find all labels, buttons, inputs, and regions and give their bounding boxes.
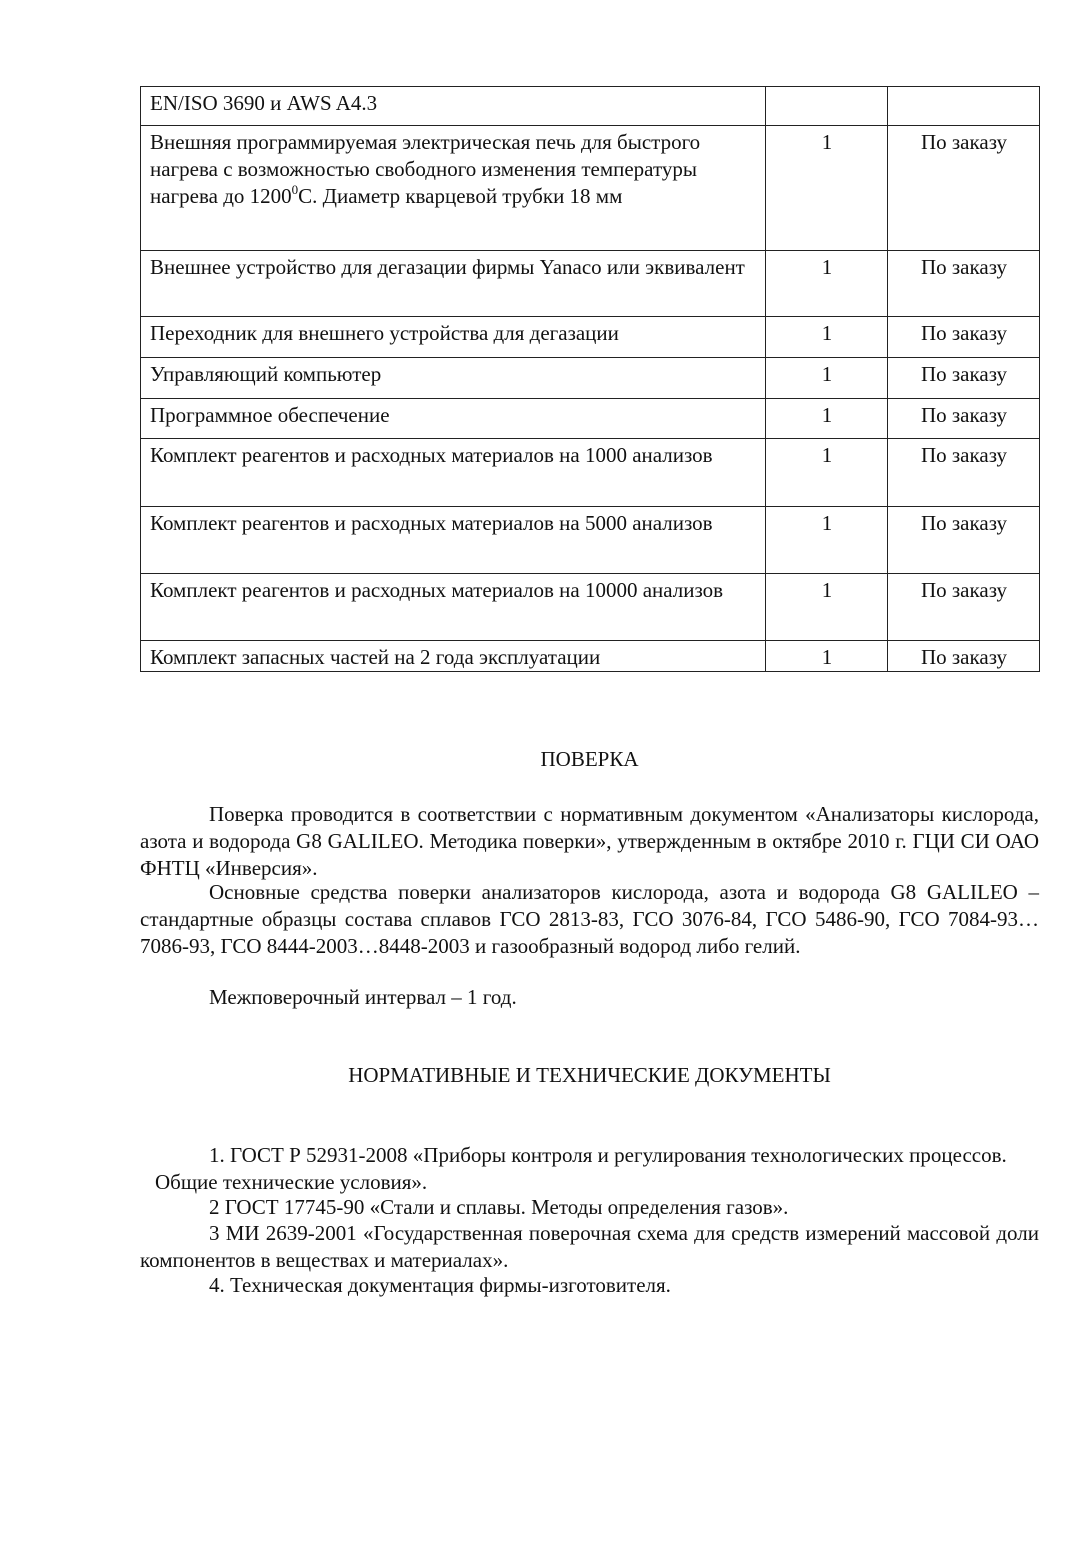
item-status: По заказу (888, 358, 1040, 399)
item-status: По заказу (888, 317, 1040, 358)
documents-heading: НОРМАТИВНЫЕ И ТЕХНИЧЕСКИЕ ДОКУМЕНТЫ (348, 1063, 831, 1087)
item-name: Переходник для внешнего устройства для дегазации (141, 317, 766, 358)
table-row (141, 439, 1040, 507)
table-row (141, 87, 1040, 126)
item-name: Комплект реагентов и расходных материалов на 10000 анализов (141, 574, 766, 641)
table-row (141, 126, 1040, 251)
table-row (141, 399, 1040, 439)
item-name-superscript: 0 (291, 182, 299, 197)
document-item: 1. ГОСТ Р 52931-2008 «Приборы контроля и регулирования технологических процессов. Общие технические условия». (155, 1143, 1007, 1194)
item-name-text: С. Диаметр кварцевой трубки 18 мм (298, 184, 623, 208)
document-item: 4. Техническая документация фирмы-изготовителя. (209, 1273, 671, 1297)
document-item: 2 ГОСТ 17745-90 «Стали и сплавы. Методы определения газов». (209, 1195, 789, 1219)
item-name: Комплект реагентов и расходных материалов на 5000 анализов (141, 507, 766, 574)
item-quantity: 1 (766, 251, 888, 317)
verification-tools-paragraph: Основные средства поверки анализаторов кислорода, азота и водорода G8 GALILEO – стандартные образцы состава сплавов ГСО 2813-83, ГСО 3076-84, ГСО 5486-90, ГСО 7084-93…7086-93, ГСО 8444-2003…8448-2003 и газообразный водород либо гелий. (140, 880, 1039, 958)
item-quantity: 1 (766, 126, 888, 251)
table-row (141, 251, 1040, 317)
item-status: По заказу (888, 399, 1040, 439)
item-quantity (766, 87, 888, 126)
verification-paragraph: Поверка проводится в соответствии с нормативным документом «Анализаторы кислорода, азота и водорода G8 GALILEO. Методика поверки», утвержденным в октябре 2010 г. ГЦИ СИ ОАО ФНТЦ «Инверсия». (140, 802, 1039, 880)
item-status: По заказу (888, 641, 1040, 672)
item-name: Внешнее устройство для дегазации фирмы Yanaco или эквивалент (141, 251, 766, 317)
item-status: По заказу (888, 574, 1040, 641)
table-row (141, 358, 1040, 399)
item-status: По заказу (888, 439, 1040, 507)
item-status (888, 87, 1040, 126)
item-quantity: 1 (766, 641, 888, 672)
table-row (141, 317, 1040, 358)
equipment-table (140, 86, 1040, 672)
table-row (141, 574, 1040, 641)
document-item: 3 МИ 2639-2001 «Государственная поверочная схема для средств измерений массовой доли компонентов в веществах и материалах». (140, 1221, 1039, 1272)
verification-heading: ПОВЕРКА (540, 747, 639, 771)
item-quantity: 1 (766, 399, 888, 439)
table-row (141, 507, 1040, 574)
item-name: Комплект реагентов и расходных материалов на 1000 анализов (141, 439, 766, 507)
item-quantity: 1 (766, 317, 888, 358)
item-quantity: 1 (766, 439, 888, 507)
item-name: EN/ISO 3690 и AWS A4.3 (141, 87, 766, 126)
item-quantity: 1 (766, 574, 888, 641)
item-name: Комплект запасных частей на 2 года эксплуатации (141, 641, 766, 672)
verification-interval: Межповерочный интервал – 1 год. (209, 985, 517, 1009)
item-name-text: Внешняя программируемая электрическая печь для быстрого нагрева с возможностью свободного изменения температуры нагрева до 1200 (150, 130, 701, 208)
item-name (141, 126, 766, 251)
item-status: По заказу (888, 507, 1040, 574)
item-quantity: 1 (766, 358, 888, 399)
item-quantity: 1 (766, 507, 888, 574)
item-name: Программное обеспечение (141, 399, 766, 439)
item-name: Управляющий компьютер (141, 358, 766, 399)
item-status: По заказу (888, 126, 1040, 251)
item-status: По заказу (888, 251, 1040, 317)
table-row (141, 641, 1040, 672)
